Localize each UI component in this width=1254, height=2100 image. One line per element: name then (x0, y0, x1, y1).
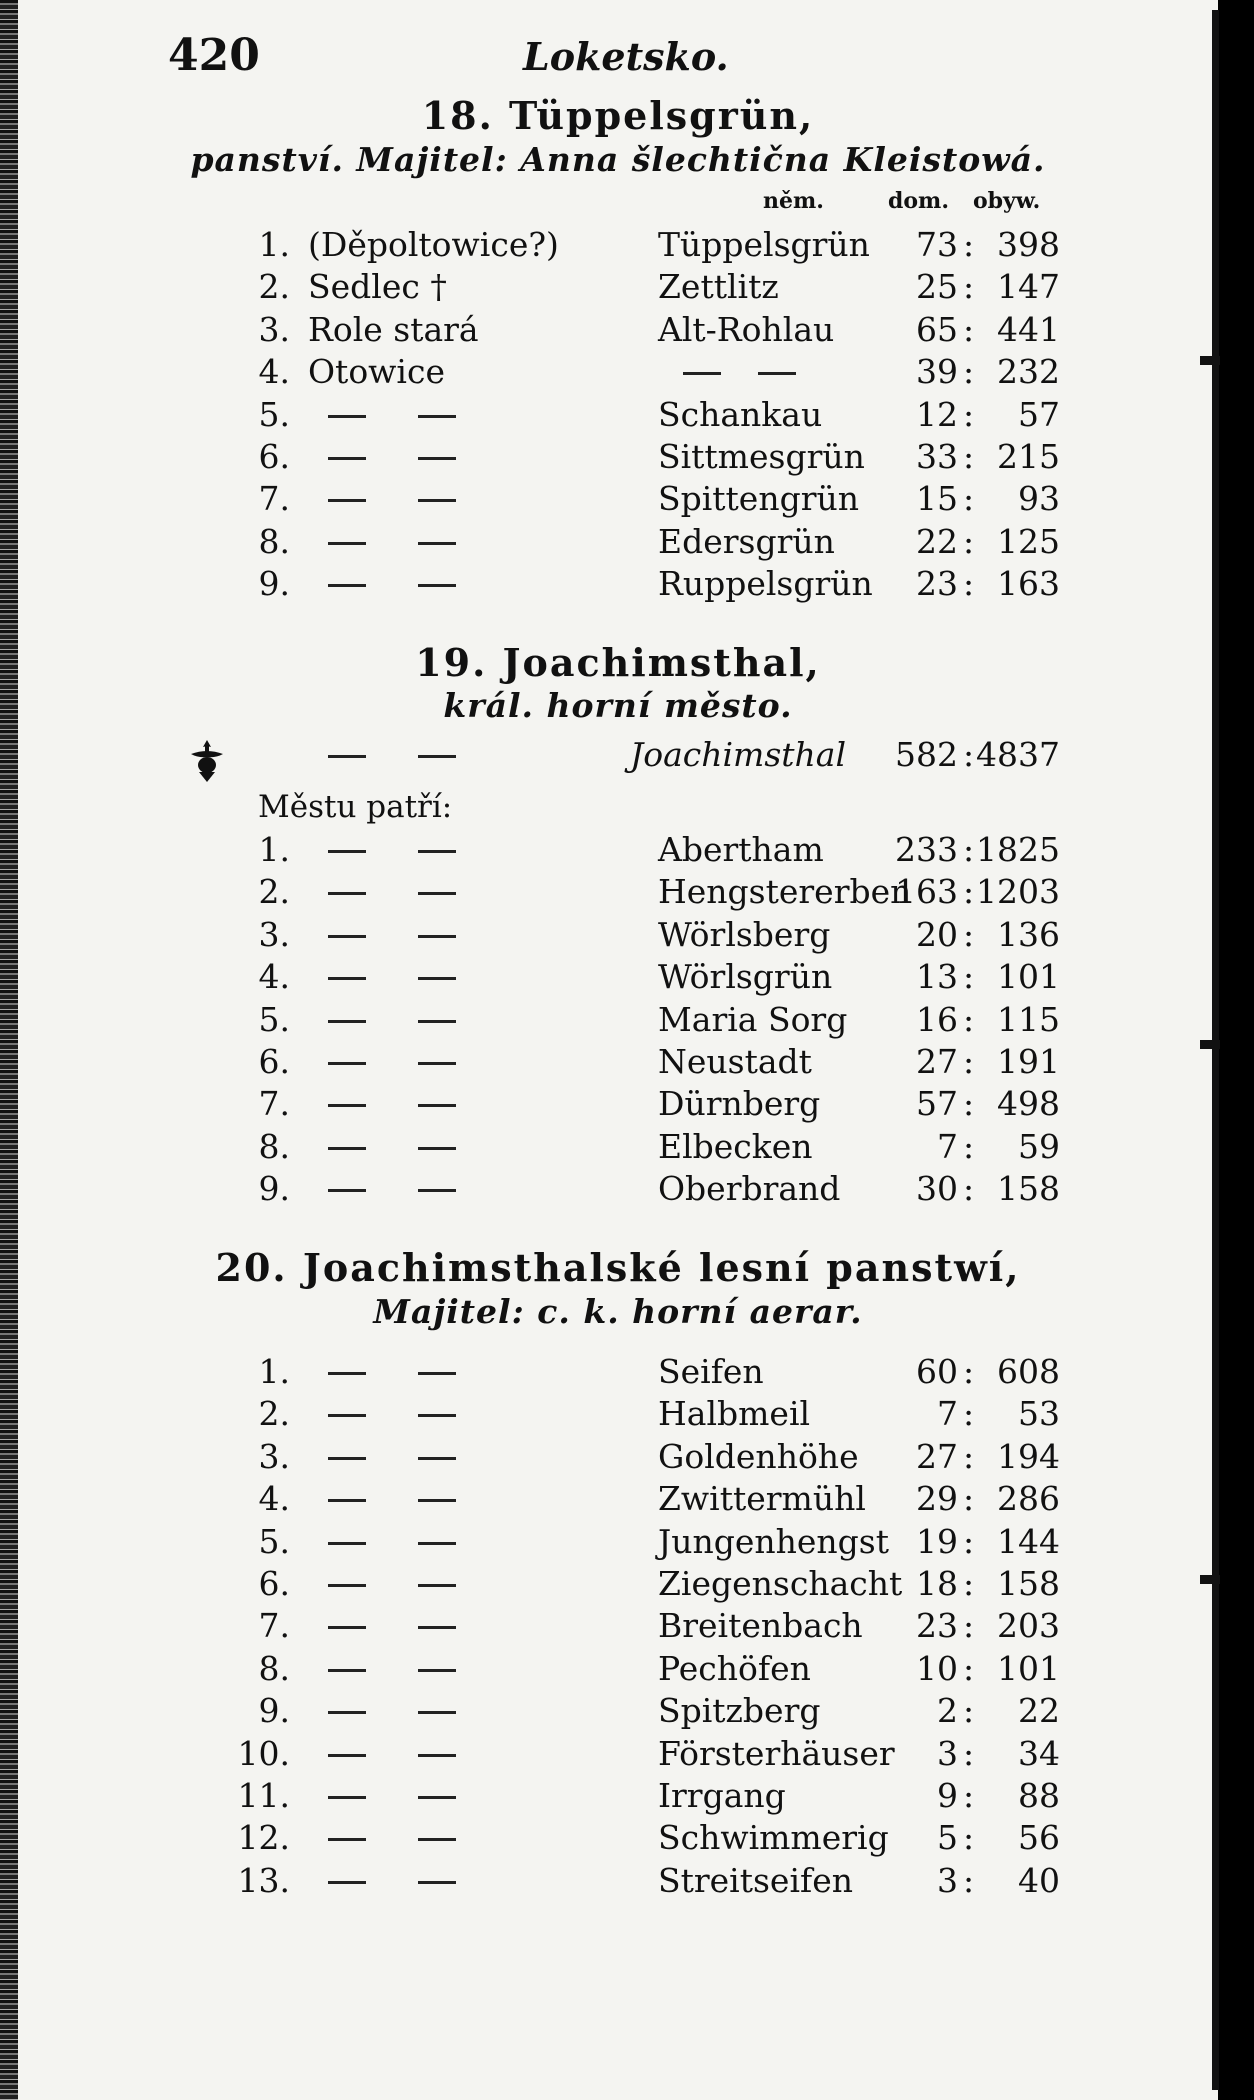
ditto-dash (328, 755, 366, 758)
ditto-dash (418, 977, 456, 980)
inhabitant-count: 53 (1018, 1394, 1060, 1434)
ditto-dash (328, 935, 366, 938)
row-number: 3. (258, 309, 290, 349)
table-row (18, 225, 1218, 265)
colon-separator: : (963, 1169, 975, 1209)
german-name: Maria Sorg (658, 999, 848, 1039)
section-19-subtitle: král. horní město. (443, 686, 793, 725)
ditto-dash (418, 755, 456, 758)
ditto-dash (328, 1711, 366, 1714)
row-number: 1. (258, 830, 290, 869)
inhabitant-count: 232 (997, 352, 1060, 392)
table-row (18, 1437, 1218, 1477)
colon-separator: : (963, 830, 975, 869)
colon-separator: : (963, 352, 975, 392)
ditto-dash (328, 1020, 366, 1023)
inhabitant-count: 56 (1018, 1818, 1060, 1858)
ditto-dash (418, 1020, 456, 1023)
german-name: Wörlsgrün (658, 957, 833, 997)
table-row (18, 1352, 1218, 1392)
row-number: 1. (258, 225, 290, 264)
czech-name: Otowice (308, 352, 445, 392)
row-number: 6. (258, 1042, 290, 1081)
row-number: 10. (237, 1733, 290, 1773)
german-name: Ziegenschacht (658, 1564, 903, 1603)
page-number: 420 (168, 30, 260, 81)
table-row (18, 267, 1218, 307)
house-count: 20 (916, 914, 958, 954)
ditto-dash (328, 892, 366, 895)
inhabitant-count: 441 (997, 309, 1060, 349)
ditto-dash (418, 584, 456, 587)
house-count: 10 (916, 1648, 958, 1688)
house-count: 27 (916, 1436, 958, 1476)
german-name: Edersgrün (658, 521, 835, 561)
inhabitant-count: 163 (997, 564, 1060, 604)
section-20-subtitle: Majitel: c. k. horní aerar. (373, 1292, 863, 1331)
ditto-dash (418, 1542, 456, 1545)
row-number: 7. (258, 479, 290, 519)
row-number: 9. (258, 1169, 290, 1209)
row-number: 3. (258, 914, 290, 954)
inhabitant-count: 144 (997, 1521, 1060, 1561)
row-number: 8. (258, 1648, 290, 1688)
colon-separator: : (963, 957, 975, 997)
ditto-dash (328, 1838, 366, 1841)
ditto-dash (418, 1499, 456, 1502)
ditto-dash (418, 1881, 456, 1884)
german-name: Hengstererben (658, 872, 912, 912)
colon-separator: : (963, 1564, 975, 1603)
german-name: Tüppelsgrün (658, 225, 870, 264)
inhabitant-count: 101 (997, 957, 1060, 997)
ditto-dash (418, 1838, 456, 1841)
ditto-dash (328, 457, 366, 460)
inhabitant-count: 191 (997, 1042, 1060, 1081)
house-count: 16 (916, 999, 958, 1039)
row-number: 4. (258, 1479, 290, 1519)
section-20-title: 20. Joachimsthalské lesní panstwí, (215, 1245, 1021, 1290)
colon-separator: : (963, 1394, 975, 1434)
house-count: 29 (916, 1479, 958, 1519)
table-row (18, 957, 1218, 997)
inhabitant-count: 498 (997, 1084, 1060, 1124)
colon-separator: : (963, 394, 975, 434)
colon-separator: : (963, 564, 975, 604)
german-name: Spitzberg (658, 1691, 821, 1731)
column-header-dom: dom. (888, 188, 949, 214)
german-name: Elbecken (658, 1126, 813, 1166)
house-count: 65 (916, 309, 958, 349)
inhabitant-count: 88 (1018, 1776, 1060, 1815)
inhabitant-count: 101 (997, 1648, 1060, 1688)
ditto-dash (418, 1189, 456, 1192)
joachimsthal-houses: 582 (895, 735, 958, 774)
german-name: Sittmesgrün (658, 437, 865, 476)
ditto-dash (328, 1414, 366, 1417)
table-row (18, 395, 1218, 435)
row-number: 2. (258, 1394, 290, 1434)
ditto-dash (328, 1104, 366, 1107)
house-count: 163 (895, 872, 958, 912)
edge-mark (1200, 1575, 1220, 1584)
table-row (18, 1042, 1218, 1082)
ditto-dash (328, 542, 366, 545)
german-name: Alt-Rohlau (658, 309, 835, 349)
czech-name: (Děpoltowice?) (308, 225, 559, 264)
row-number: 6. (258, 1564, 290, 1603)
german-name: Oberbrand (658, 1169, 841, 1209)
german-name: Försterhäuser (658, 1733, 895, 1773)
row-number: 4. (258, 957, 290, 997)
house-count: 233 (895, 830, 958, 869)
table-row (18, 522, 1218, 562)
inhabitant-count: 203 (997, 1606, 1060, 1646)
page-edge-left (0, 0, 18, 2100)
joachimsthal-row (18, 735, 1218, 775)
ditto-dash (758, 372, 796, 375)
ditto-dash (328, 1542, 366, 1545)
ditto-dash (328, 977, 366, 980)
german-name: Schwimmerig (658, 1818, 889, 1858)
ditto-dash (328, 1372, 366, 1375)
colon-separator: : (963, 1691, 975, 1731)
table-row (18, 1522, 1218, 1562)
house-count: 2 (937, 1691, 958, 1731)
house-count: 73 (916, 225, 958, 264)
table-row (18, 1818, 1218, 1858)
row-number: 13. (237, 1860, 290, 1900)
running-head: Loketsko. (523, 34, 729, 79)
ditto-dash (328, 1584, 366, 1587)
inhabitant-count: 34 (1018, 1733, 1060, 1773)
row-number: 5. (258, 394, 290, 434)
ditto-dash (418, 1372, 456, 1375)
house-count: 27 (916, 1042, 958, 1081)
ditto-dash (418, 1062, 456, 1065)
house-count: 33 (916, 437, 958, 476)
colon-separator: : (963, 735, 975, 774)
german-name: Spittengrün (658, 479, 859, 519)
colon-separator: : (963, 1479, 975, 1519)
house-count: 22 (916, 521, 958, 561)
row-number: 1. (258, 1352, 290, 1391)
ditto-dash (418, 935, 456, 938)
german-name: Schankau (658, 394, 823, 434)
row-number: 2. (258, 872, 290, 912)
table-row (18, 1776, 1218, 1816)
ditto-dash (418, 1626, 456, 1629)
inhabitant-count: 22 (1018, 1691, 1060, 1731)
ditto-dash (328, 1062, 366, 1065)
inhabitant-count: 115 (997, 999, 1060, 1039)
house-count: 3 (937, 1860, 958, 1900)
colon-separator: : (963, 1860, 975, 1900)
colon-separator: : (963, 1818, 975, 1858)
ditto-dash (418, 1584, 456, 1587)
german-name: Zwittermühl (658, 1479, 866, 1519)
ditto-dash (328, 415, 366, 418)
table-row (18, 1169, 1218, 1209)
inhabitant-count: 398 (997, 225, 1060, 264)
column-header-obyw: obyw. (973, 188, 1041, 214)
ditto-dash (328, 584, 366, 587)
colon-separator: : (963, 999, 975, 1039)
german-name: Halbmeil (658, 1394, 811, 1434)
inhabitant-count: 158 (997, 1564, 1060, 1603)
colon-separator: : (963, 1352, 975, 1391)
ditto-dash (418, 457, 456, 460)
colon-separator: : (963, 1042, 975, 1081)
inhabitant-count: 1825 (976, 830, 1060, 869)
row-number: 11. (237, 1776, 290, 1815)
colon-separator: : (963, 1521, 975, 1561)
ditto-dash (328, 1669, 366, 1672)
house-count: 15 (916, 479, 958, 519)
german-name: Wörlsberg (658, 914, 831, 954)
table-row (18, 830, 1218, 870)
colon-separator: : (963, 1648, 975, 1688)
house-count: 13 (916, 957, 958, 997)
colon-separator: : (963, 521, 975, 561)
ditto-dash (328, 1881, 366, 1884)
ditto-dash (418, 1669, 456, 1672)
house-count: 60 (916, 1352, 958, 1391)
house-count: 39 (916, 352, 958, 392)
czech-name: Role stará (308, 309, 479, 349)
colon-separator: : (963, 1436, 975, 1476)
colon-separator: : (963, 479, 975, 519)
house-count: 57 (916, 1084, 958, 1124)
row-number: 7. (258, 1084, 290, 1124)
inhabitant-count: 158 (997, 1169, 1060, 1209)
inhabitant-count: 125 (997, 521, 1060, 561)
german-name: Dürnberg (658, 1084, 821, 1124)
table-row (18, 479, 1218, 519)
row-number: 5. (258, 999, 290, 1039)
colon-separator: : (963, 1733, 975, 1773)
edge-mark (1200, 356, 1220, 365)
row-number: 7. (258, 1606, 290, 1646)
house-count: 23 (916, 1606, 958, 1646)
table-row (18, 1564, 1218, 1604)
joachimsthal-name: Joachimsthal (630, 735, 847, 774)
table-row (18, 872, 1218, 912)
house-count: 3 (937, 1733, 958, 1773)
house-count: 23 (916, 564, 958, 604)
house-count: 7 (937, 1126, 958, 1166)
ditto-dash (418, 1414, 456, 1417)
ditto-dash (418, 850, 456, 853)
german-name: Pechöfen (658, 1648, 811, 1688)
inhabitant-count: 215 (997, 437, 1060, 476)
table-row (18, 1479, 1218, 1519)
edge-mark (1200, 1040, 1220, 1049)
czech-name: Sedlec † (308, 267, 447, 307)
ditto-dash (418, 542, 456, 545)
inhabitant-count: 136 (997, 914, 1060, 954)
row-number: 4. (258, 352, 290, 392)
inhabitant-count: 1203 (976, 872, 1060, 912)
table-row (18, 915, 1218, 955)
german-name: Irrgang (658, 1776, 786, 1815)
ditto-dash (328, 499, 366, 502)
table-row (18, 1861, 1218, 1901)
german-name: Jungenhengst (658, 1521, 889, 1561)
inhabitant-count: 59 (1018, 1126, 1060, 1166)
table-row (18, 310, 1218, 350)
section-19-title: 19. Joachimsthal, (415, 640, 821, 685)
house-count: 25 (916, 267, 958, 307)
ditto-dash (328, 850, 366, 853)
ditto-dash (418, 892, 456, 895)
german-name: Neustadt (658, 1042, 812, 1081)
column-header-german: něm. (763, 188, 824, 214)
row-number: 6. (258, 437, 290, 476)
ditto-dash (418, 1147, 456, 1150)
section-18-title: 18. Tüppelsgrün, (421, 93, 815, 138)
ditto-dash (328, 1147, 366, 1150)
row-number: 2. (258, 267, 290, 307)
row-number: 12. (237, 1818, 290, 1858)
page-edge-right (1212, 10, 1219, 2090)
house-count: 19 (916, 1521, 958, 1561)
german-name: Streitseifen (658, 1860, 854, 1900)
german-name: Breitenbach (658, 1606, 863, 1646)
table-row (18, 1691, 1218, 1731)
ditto-dash (418, 1754, 456, 1757)
ditto-dash (328, 1189, 366, 1192)
row-number: 8. (258, 1126, 290, 1166)
ditto-dash (418, 499, 456, 502)
inhabitant-count: 40 (1018, 1860, 1060, 1900)
colon-separator: : (963, 1084, 975, 1124)
colon-separator: : (963, 437, 975, 476)
section-18-subtitle: panství. Majitel: Anna šlechtična Kleistowá. (190, 140, 1046, 179)
german-name: Ruppelsgrün (658, 564, 873, 604)
ditto-dash (418, 415, 456, 418)
german-name: Abertham (658, 830, 824, 869)
colon-separator: : (963, 225, 975, 264)
ditto-dash (328, 1626, 366, 1629)
house-count: 12 (916, 394, 958, 434)
inhabitant-count: 608 (997, 1352, 1060, 1391)
house-count: 30 (916, 1169, 958, 1209)
colon-separator: : (963, 267, 975, 307)
house-count: 18 (916, 1564, 958, 1603)
ditto-dash (418, 1104, 456, 1107)
inhabitant-count: 93 (1018, 479, 1060, 519)
joachimsthal-inhabitants: 4837 (976, 735, 1060, 774)
table-row (18, 1606, 1218, 1646)
table-row (18, 1734, 1218, 1774)
table-row (18, 564, 1218, 604)
german-name: Seifen (658, 1352, 764, 1391)
page-header (18, 30, 1218, 90)
ditto-dash (418, 1711, 456, 1714)
row-number: 8. (258, 521, 290, 561)
inhabitant-count: 194 (997, 1436, 1060, 1476)
ditto-dash (418, 1457, 456, 1460)
colon-separator: : (963, 1126, 975, 1166)
house-count: 7 (937, 1394, 958, 1434)
table-row (18, 1084, 1218, 1124)
row-number: 9. (258, 564, 290, 604)
inhabitant-count: 147 (997, 267, 1060, 307)
table-row (18, 1649, 1218, 1689)
ditto-dash (683, 372, 721, 375)
colon-separator: : (963, 1606, 975, 1646)
row-number: 5. (258, 1521, 290, 1561)
table-row (18, 437, 1218, 477)
house-count: 5 (937, 1818, 958, 1858)
colon-separator: : (963, 309, 975, 349)
table-row (18, 352, 1218, 392)
row-number: 9. (258, 1691, 290, 1731)
ditto-dash (328, 1499, 366, 1502)
table-row (18, 1394, 1218, 1434)
ditto-dash (328, 1796, 366, 1799)
house-count: 9 (937, 1776, 958, 1815)
book-page (18, 0, 1218, 2100)
inhabitant-count: 286 (997, 1479, 1060, 1519)
colon-separator: : (963, 1776, 975, 1815)
colon-separator: : (963, 914, 975, 954)
ditto-dash (328, 1754, 366, 1757)
belongs-to-town-label: Městu patří: (258, 789, 453, 825)
table-row (18, 1000, 1218, 1040)
german-name: Goldenhöhe (658, 1436, 859, 1476)
row-number: 3. (258, 1436, 290, 1476)
ditto-dash (328, 1457, 366, 1460)
ditto-dash (418, 1796, 456, 1799)
table-row (18, 1127, 1218, 1167)
colon-separator: : (963, 872, 975, 912)
german-name: Zettlitz (658, 267, 779, 307)
inhabitant-count: 57 (1018, 394, 1060, 434)
